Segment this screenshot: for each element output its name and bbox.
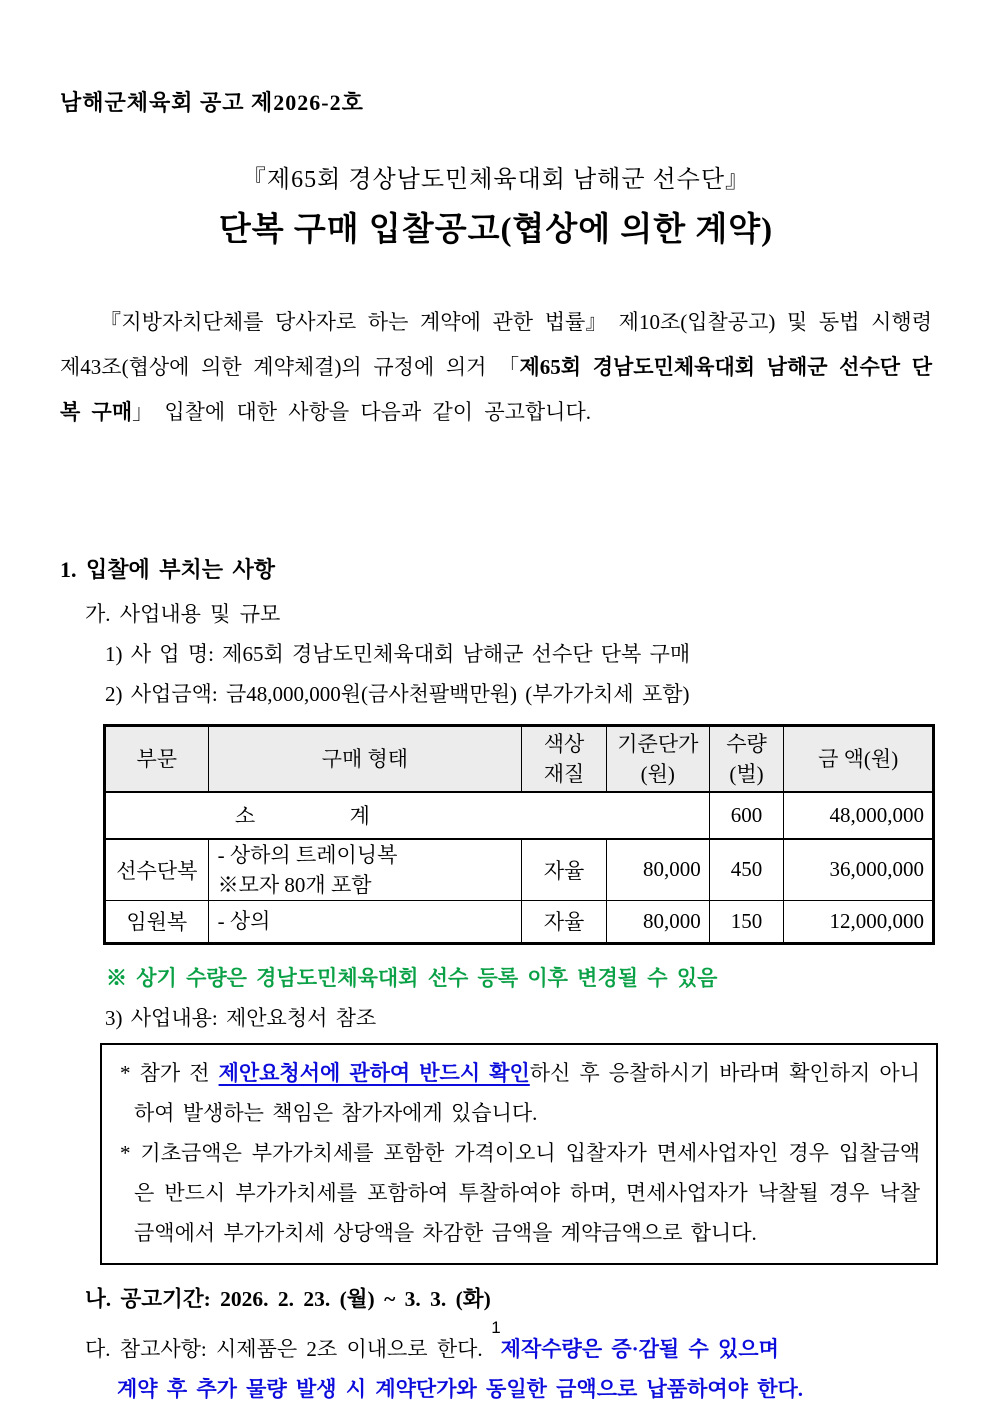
section-1-item-1: 1) 사 업 명: 제65회 경남도민체육대회 남해군 선수단 단복 구매 (105, 642, 691, 666)
section-1-ga-heading: 가. 사업내용 및 규모 (85, 602, 281, 626)
section-1-item-2: 2) 사업금액: 금48,000,000원(금사천팔백만원) (부가가치세 포함) (105, 682, 690, 706)
subtotal-qty: 600 (709, 792, 784, 839)
da-blue-text-2: 계약 후 추가 물량 발생 시 계약단가와 동일한 금액으로 납품하여야 한다. (117, 1376, 804, 1401)
row-color: 자율 (522, 839, 607, 901)
table-row (105, 839, 934, 901)
row-form: - 상하의 트레이닝복 ※모자 80개 포함 (208, 839, 522, 901)
row-unit-price: 80,000 (606, 900, 709, 943)
col-header-part: 부문 (105, 726, 209, 792)
quantity-change-note: ※ 상기 수량은 경남도민체육대회 선수 등록 이후 변경될 수 있음 (106, 965, 718, 990)
col-header-form: 구매 형태 (208, 726, 522, 792)
da-blue-text-1: 제작수량은 증·감될 수 있으며 (500, 1336, 779, 1361)
table-row (105, 900, 934, 943)
caution-box (100, 1043, 938, 1265)
section-1-heading: 1. 입찰에 부치는 사항 (60, 557, 276, 582)
row-qty: 150 (709, 900, 784, 943)
caution-1-post: 하신 후 응찰하시기 바라며 확인하지 아니하여 발생하는 책임은 참가자에게 있습니다. (134, 1060, 920, 1125)
row-part: 임원복 (105, 900, 209, 943)
caution-item-1 (116, 1053, 920, 1133)
row-qty: 450 (709, 839, 784, 901)
caution-1-pre: * 참가 전 (120, 1060, 219, 1085)
intro-text-2: 」 입찰에 대한 사항을 다음과 같이 공고합니다. (132, 400, 592, 424)
page-number: 1 (491, 1318, 501, 1337)
col-header-unit-price: 기준단가 (원) (606, 726, 709, 792)
intro-text-1: 『지방자치단체를 당사자로 하는 계약에 관한 법률』 제10조(입찰공고) 및 동법 시행령 제43조(협상에 의한 계약체결)의 규정에 의거 「 (60, 310, 932, 379)
col-header-qty: 수량 (벌) (709, 726, 784, 792)
row-part: 선수단복 (105, 839, 209, 901)
row-amount: 36,000,000 (784, 839, 934, 901)
intro-text-bold: 제65회 경남도민체육대회 남해군 선수단 단복 구매 (60, 355, 932, 424)
col-header-amount: 금 액(원) (784, 726, 934, 792)
row-form: - 상의 (208, 900, 522, 943)
table-subtotal-row (105, 792, 934, 839)
section-da-remarks (85, 1329, 932, 1403)
notice-number: 남해군체육회 공고 제2026-2호 (60, 90, 364, 115)
doc-subtitle: 『제65회 경상남도민체육대회 남해군 선수단』 (241, 167, 751, 193)
section-na-notice-period: 나. 공고기간: 2026. 2. 23. (월) ~ 3. 3. (화) (85, 1286, 491, 1311)
caution-item-2: * 기초금액은 부가가치세를 포함한 가격이오니 입찰자가 면세사업자인 경우 입찰금액은 반드시 부가가치세를 포함하여 투찰하여야 하며, 면세사업자가 낙찰될 경우 낙찰금액에서 부가가치세 상당액을 차감한 금액을 계약금액으로 합니다. (120, 1140, 920, 1245)
intro-paragraph (60, 300, 932, 435)
col-header-color: 색상 재질 (522, 726, 607, 792)
subtotal-label: 소 계 (105, 792, 710, 839)
row-unit-price: 80,000 (606, 839, 709, 901)
page-title: 단복 구매 입찰공고(협상에 의한 계약) (218, 212, 774, 248)
price-table (103, 724, 935, 945)
subtotal-amount: 48,000,000 (784, 792, 934, 839)
table-header-row (105, 726, 934, 792)
rfp-confirm-link[interactable]: 제안요청서에 관하여 반드시 확인 (218, 1060, 530, 1085)
da-black-text: 다. 참고사항: 시제품은 2조 이내으로 한다. (85, 1336, 483, 1361)
row-amount: 12,000,000 (784, 900, 934, 943)
section-1-item-3: 3) 사업내용: 제안요청서 참조 (105, 1005, 377, 1030)
row-color: 자율 (522, 900, 607, 943)
